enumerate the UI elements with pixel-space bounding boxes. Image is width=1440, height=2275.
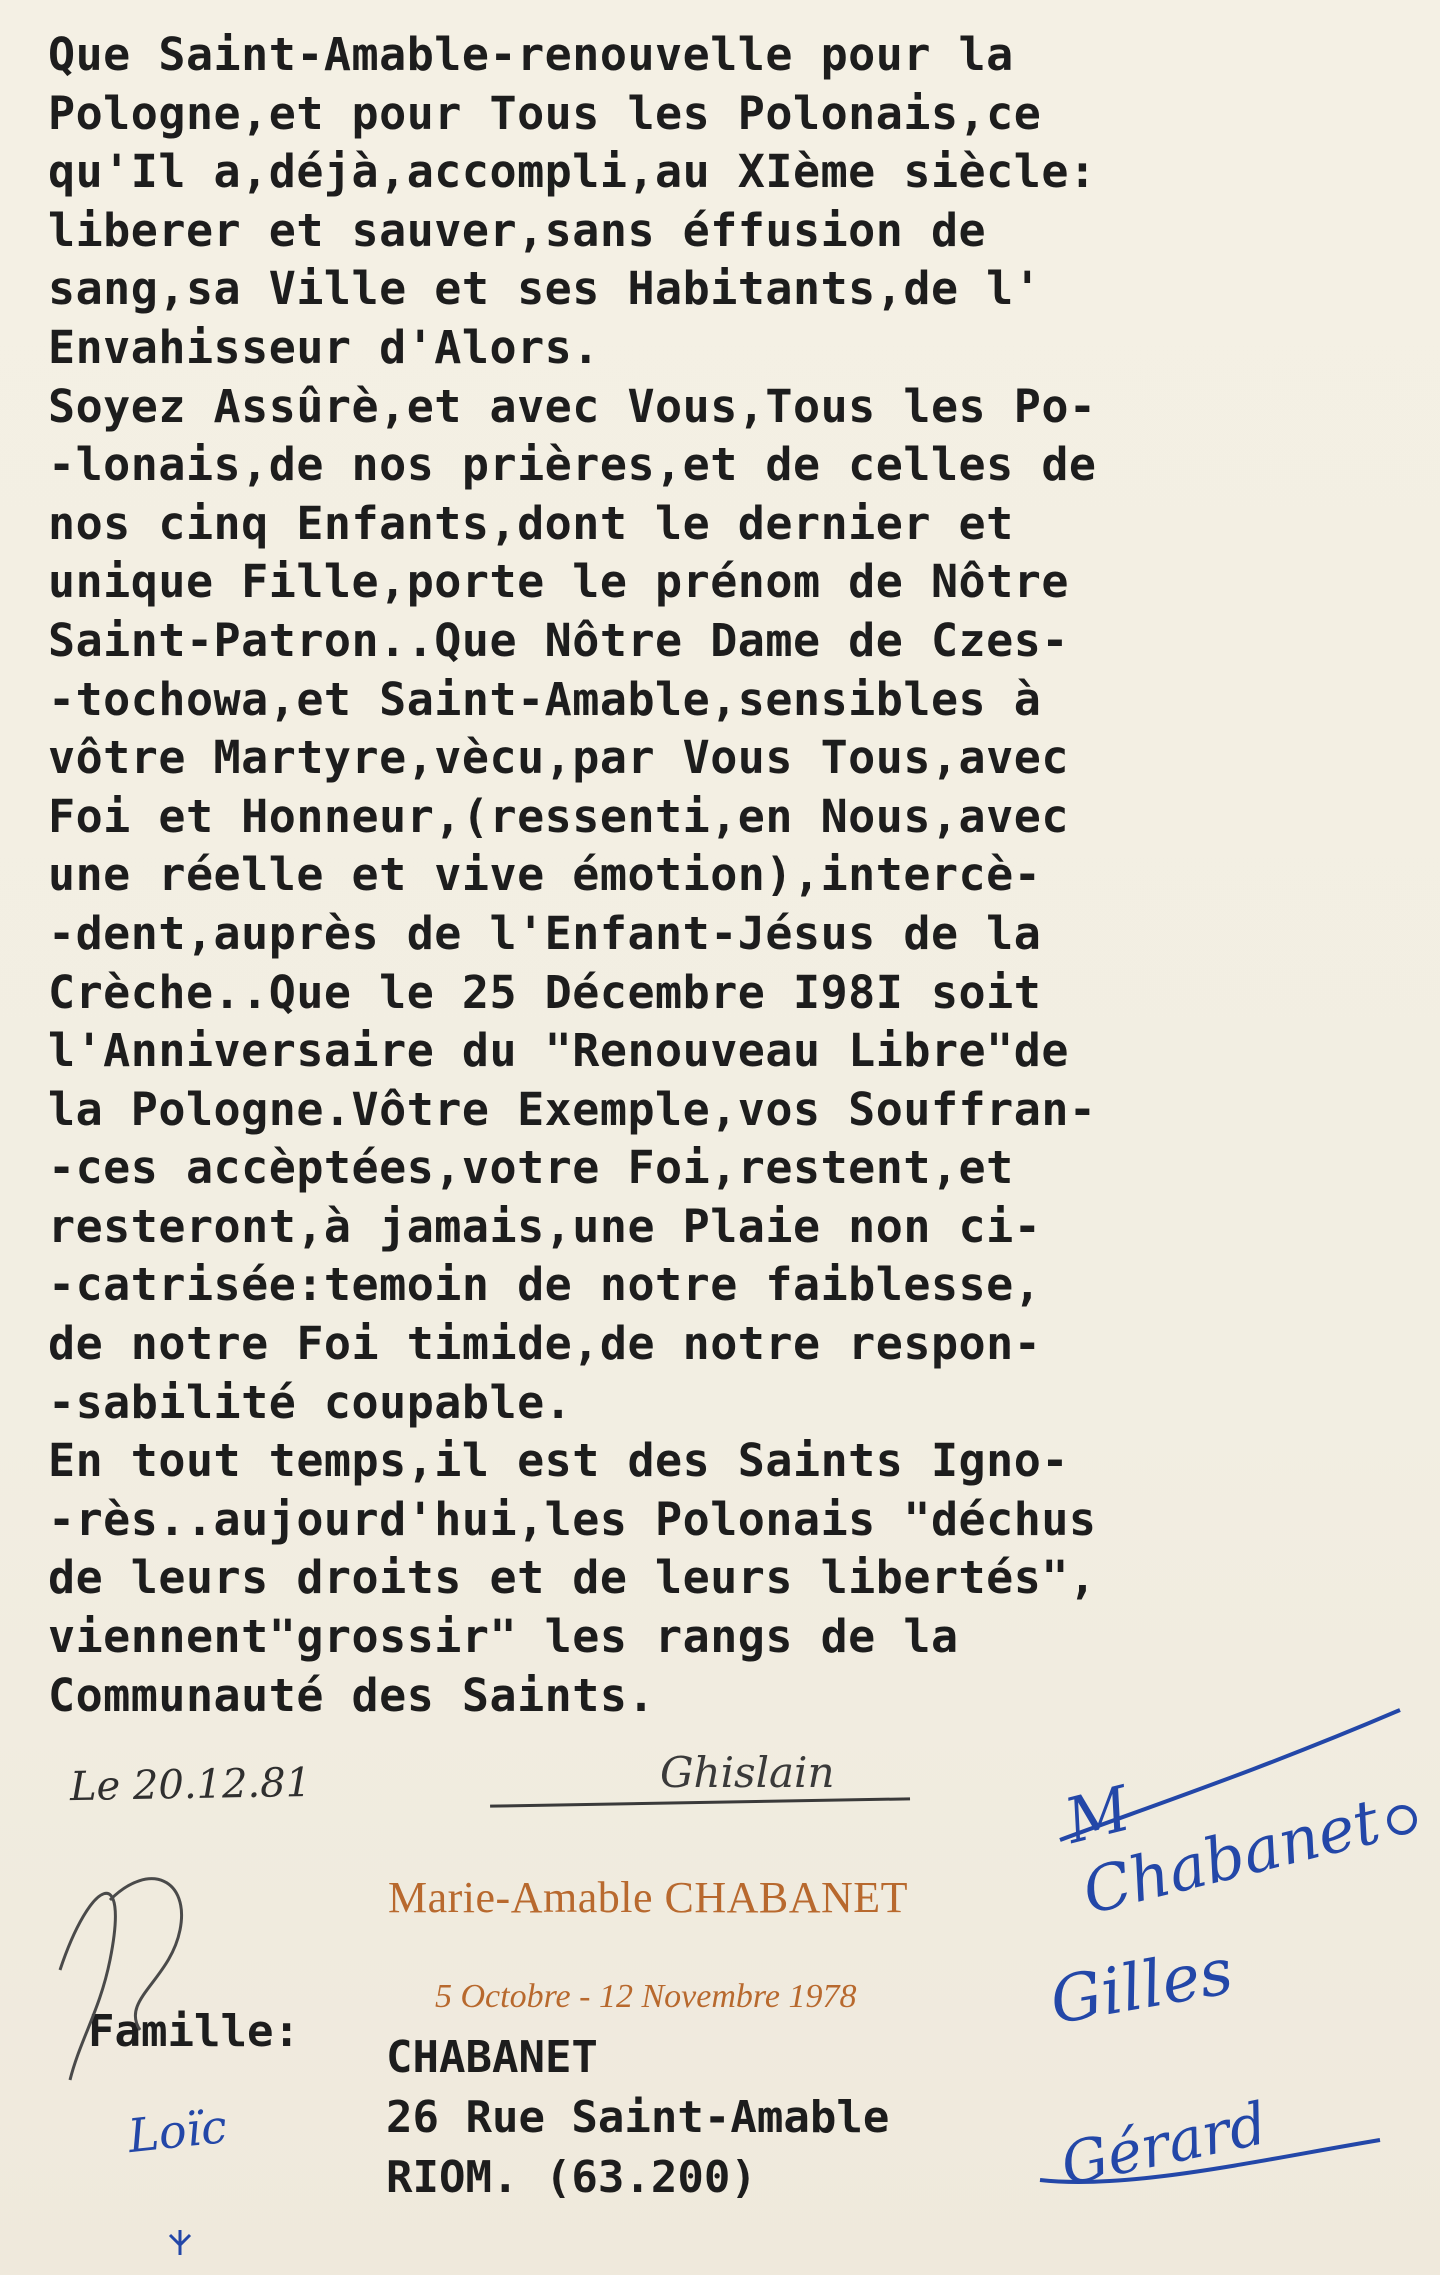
- signature-loic: Loïc: [125, 2098, 230, 2164]
- blue-mark-circle: [1389, 1807, 1415, 1833]
- typed-line: qu'Il a,déjà,accompli,au XIème siècle:: [48, 145, 1097, 199]
- typed-line: -rès..aujourd'hui,les Polonais "déchus: [48, 1492, 1097, 1546]
- family-city: RIOM. (63.200): [386, 2152, 757, 2203]
- printed-life-dates: 5 Octobre - 12 Novembre 1978: [435, 1978, 857, 2015]
- pencil-scribble-2: [110, 1879, 182, 2030]
- blue-flourish-1: [1060, 1710, 1400, 1840]
- cross-icon: [170, 2230, 190, 2255]
- typed-line: Pologne,et pour Tous les Polonais,ce: [48, 86, 1042, 140]
- typed-line: -ces accèptées,votre Foi,restent,et: [48, 1141, 1014, 1195]
- typed-line: En tout temps,il est des Saints Igno-: [48, 1434, 1069, 1488]
- typed-line: -catrisée:temoin de notre faiblesse,: [48, 1258, 1042, 1312]
- typed-line: vôtre Martyre,vècu,par Vous Tous,avec: [48, 731, 1069, 785]
- signature-m-chabanet: M Chabanet: [1057, 1771, 1387, 1929]
- typed-line: la Pologne.Vôtre Exemple,vos Souffran-: [48, 1082, 1097, 1136]
- typed-line: -dent,auprès de l'Enfant-Jésus de la: [48, 906, 1042, 960]
- typed-line: de leurs droits et de leurs libertés",: [48, 1551, 1097, 1605]
- typed-line: l'Anniversaire du "Renouveau Libre"de: [48, 1024, 1069, 1078]
- typed-line: Envahisseur d'Alors.: [48, 320, 600, 374]
- typed-line: de notre Foi timide,de notre respon-: [48, 1317, 1042, 1371]
- typed-line: Soyez Assûrè,et avec Vous,Tous les Po-: [48, 379, 1097, 433]
- handwritten-date: Le 20.12.81: [69, 1759, 312, 1811]
- typed-line: -sabilité coupable.: [48, 1375, 573, 1429]
- signature-gerard: Gérard: [1055, 2089, 1273, 2199]
- typed-line: unique Fille,porte le prénom de Nôtre: [48, 555, 1069, 609]
- typed-line: liberer et sauver,sans éffusion de: [48, 203, 987, 257]
- typed-line: Foi et Honneur,(ressenti,en Nous,avec: [48, 789, 1069, 843]
- typed-line: resteront,à jamais,une Plaie non ci-: [48, 1199, 1042, 1253]
- family-street: 26 Rue Saint-Amable: [386, 2092, 890, 2143]
- signature-gilles: Gilles: [1044, 1934, 1239, 2040]
- typed-line: nos cinq Enfants,dont le dernier et: [48, 496, 1014, 550]
- printed-deceased-name: Marie-Amable CHABANET: [388, 1873, 909, 1922]
- pencil-scribble: [60, 1893, 115, 2080]
- typed-line: viennent"grossir" les rangs de la: [48, 1610, 959, 1664]
- family-label: Famille:: [88, 2006, 300, 2057]
- typed-line: Crèche..Que le 25 Décembre I98I soit: [48, 965, 1042, 1019]
- typed-line: une réelle et vive émotion),intercè-: [48, 848, 1042, 902]
- typed-line: Saint-Patron..Que Nôtre Dame de Czes-: [48, 613, 1069, 667]
- typed-line: -lonais,de nos prières,et de celles de: [48, 438, 1097, 492]
- typed-line: sang,sa Ville et ses Habitants,de l': [48, 262, 1042, 316]
- blue-flourish-2: [1040, 2140, 1380, 2182]
- typed-line: -tochowa,et Saint-Amable,sensibles à: [48, 672, 1042, 726]
- family-name: CHABANET: [386, 2032, 598, 2083]
- typed-line: Communauté des Saints.: [48, 1668, 656, 1722]
- handwritten-signature-ghislain: Ghislain: [660, 1748, 835, 1797]
- typed-line: Que Saint-Amable-renouvelle pour la: [48, 28, 1014, 81]
